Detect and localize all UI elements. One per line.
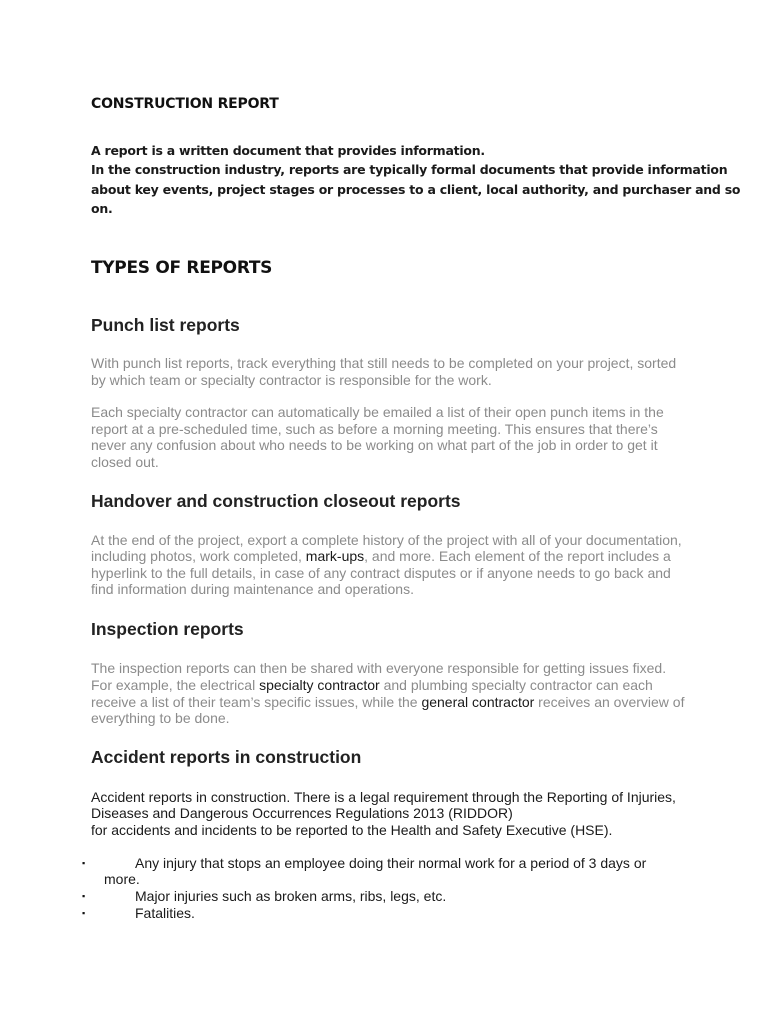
body-line: report at a pre-scheduled time, such as before a morning meeting. This ensures that there’s (91, 421, 658, 437)
bullet-icon: ▪ (82, 908, 86, 918)
types-heading: TYPES OF REPORTS (91, 258, 273, 278)
list-item-text: more. (104, 871, 140, 887)
body-line: hyperlink to the full details, in case of any contract disputes or if anyone needs to go back and (91, 565, 671, 581)
intro-line: about key events, project stages or processes to a client, local authority, and purchaser and so (91, 182, 741, 197)
body-line (91, 694, 684, 710)
general-contractor-link[interactable]: general contractor (421, 694, 535, 710)
body-line (91, 677, 653, 693)
body-line: for accidents and incidents to be reported to the Health and Safety Executive (HSE). (91, 822, 613, 838)
body-text: receives an overview of (534, 694, 685, 710)
body-line: At the end of the project, export a complete history of the project with all of your documentation, (91, 532, 682, 548)
inspection-heading: Inspection reports (91, 619, 244, 639)
specialty-contractor-link[interactable]: specialty contractor (259, 677, 380, 693)
bullet-icon: ▪ (82, 858, 86, 868)
list-item-text: Major injuries such as broken arms, ribs, legs, etc. (135, 888, 447, 904)
body-line: everything to be done. (91, 710, 230, 726)
body-line: never any confusion about who needs to be working on what part of the job in order to get it (91, 437, 658, 453)
body-text: receive a list of their team’s specific issues, while the (91, 694, 422, 710)
intro-line: In the construction industry, reports are typically formal documents that provide information (91, 162, 728, 177)
body-line: Each specialty contractor can automatically be emailed a list of their open punch items in the (91, 404, 664, 420)
body-line: by which team or specialty contractor is responsible for the work. (91, 372, 492, 388)
body-line: Diseases and Dangerous Occurrences Regulations 2013 (RIDDOR) (91, 805, 513, 821)
body-line: closed out. (91, 454, 159, 470)
list-item-text: Any injury that stops an employee doing their normal work for a period of 3 days or (135, 855, 647, 871)
bullet-icon: ▪ (82, 891, 86, 901)
body-text: and plumbing specialty contractor can each (379, 677, 653, 693)
handover-heading: Handover and construction closeout reports (91, 491, 461, 511)
body-text: For example, the electrical (91, 677, 260, 693)
body-text: , and more. Each element of the report includes a (364, 548, 671, 564)
body-line: Accident reports in construction. There is a legal requirement through the Reporting of Injuries, (91, 789, 676, 805)
body-line: find information during maintenance and operations. (91, 581, 414, 597)
body-line: With punch list reports, track everything that still needs to be completed on your project, sorted (91, 355, 677, 371)
intro-line: on. (91, 201, 113, 216)
body-line: The inspection reports can then be shared with everyone responsible for getting issues fixed. (91, 660, 667, 676)
mark-ups-link[interactable]: mark-ups (305, 548, 365, 564)
body-text: including photos, work completed, (91, 548, 306, 564)
document-title: CONSTRUCTION REPORT (91, 96, 279, 112)
punch-list-heading: Punch list reports (91, 315, 240, 335)
accident-heading: Accident reports in construction (91, 747, 362, 767)
body-line (91, 548, 671, 564)
list-item-text: Fatalities. (135, 905, 195, 921)
intro-line: A report is a written document that provides information. (91, 143, 485, 158)
